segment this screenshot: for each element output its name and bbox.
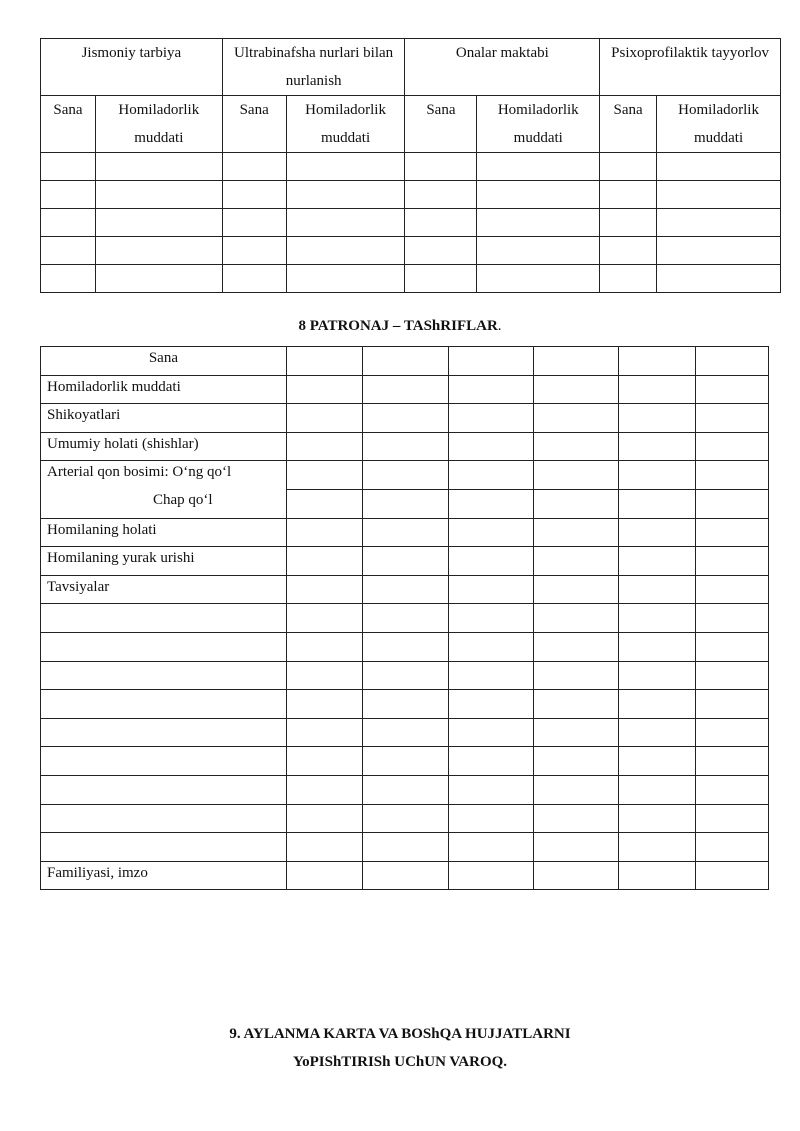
table-cell [362, 347, 448, 376]
table-cell [222, 181, 286, 209]
table-cell [448, 518, 534, 547]
col-homiladorlik-muddati: Homiladorlik muddati [286, 96, 405, 153]
table-cell [448, 461, 534, 490]
table-cell [696, 489, 769, 518]
table-cell [448, 347, 534, 376]
table-cell [534, 347, 619, 376]
table-cell [286, 181, 405, 209]
group-header-row [41, 39, 781, 96]
row-label-arterial-qon-bosimi [41, 461, 287, 518]
table-cell [41, 690, 287, 719]
table-row [41, 690, 769, 719]
table-cell [286, 209, 405, 237]
table-cell [534, 547, 619, 576]
row-label-homila-yurak: Homilaning yurak urishi [41, 547, 287, 576]
table-cell [448, 690, 534, 719]
table-cell [534, 833, 619, 862]
table-cell [696, 690, 769, 719]
table-cell [448, 604, 534, 633]
table-cell [41, 632, 287, 661]
table-cell [286, 575, 362, 604]
table-cell [41, 153, 96, 181]
row-label-sana: Sana [41, 347, 287, 376]
activities-table [40, 38, 781, 293]
patronage-visits-table [40, 346, 769, 890]
table-cell [286, 518, 362, 547]
table-row [41, 632, 769, 661]
table-cell [448, 861, 534, 890]
table-cell [534, 747, 619, 776]
col-sana: Sana [600, 96, 657, 153]
table-cell [405, 181, 477, 209]
table-cell [696, 632, 769, 661]
table-cell [534, 518, 619, 547]
section-8-title-text: 8 PATRONAJ – TAShRIFLAR [298, 318, 498, 334]
table-row [41, 347, 769, 376]
group-onalar-maktabi: Onalar maktabi [405, 39, 600, 96]
table-cell [534, 690, 619, 719]
row-label-tavsiyalar: Tavsiyalar [41, 575, 287, 604]
table-cell [286, 375, 362, 404]
table-cell [286, 632, 362, 661]
row-label-shikoyatlari: Shikoyatlari [41, 404, 287, 433]
group-ultrabinafsha: Ultrabinafsha nurlari bilan nurlanish [222, 39, 405, 96]
table-row [41, 604, 769, 633]
table-row [41, 237, 781, 265]
table-cell [448, 404, 534, 433]
col-homiladorlik-muddati: Homiladorlik muddati [657, 96, 781, 153]
table-cell [696, 861, 769, 890]
table-cell [534, 632, 619, 661]
table-cell [600, 237, 657, 265]
table-row [41, 547, 769, 576]
table-cell [477, 181, 600, 209]
col-sana: Sana [405, 96, 477, 153]
table-cell [41, 604, 287, 633]
table-row [41, 181, 781, 209]
table-cell [286, 804, 362, 833]
table-cell [696, 404, 769, 433]
section-9-title-line2: YoPIShTIRISh UChUN VAROQ. [292, 1054, 508, 1070]
table-cell [619, 461, 696, 490]
table-row [41, 804, 769, 833]
table-cell [534, 432, 619, 461]
table-cell [362, 833, 448, 862]
table-cell [41, 237, 96, 265]
table-cell [657, 237, 781, 265]
bp-right-label: Arterial qon bosimi: O‘ng qo‘l [47, 464, 232, 481]
table-cell [477, 153, 600, 181]
table-cell [286, 237, 405, 265]
table-cell [619, 404, 696, 433]
table-row [41, 775, 769, 804]
table-cell [41, 747, 287, 776]
table-cell [362, 861, 448, 890]
table-row [41, 833, 769, 862]
table-cell [448, 632, 534, 661]
table-cell [619, 661, 696, 690]
table-row [41, 153, 781, 181]
table-cell [534, 775, 619, 804]
table-cell [95, 237, 222, 265]
section-8-title [0, 318, 800, 335]
section-9-title-line1: 9. AYLANMA KARTA VA BOShQA HUJJATLARNI [229, 1026, 571, 1042]
table-cell [362, 804, 448, 833]
table-cell [619, 575, 696, 604]
table-cell [477, 209, 600, 237]
table-cell [619, 747, 696, 776]
table-cell [696, 804, 769, 833]
table-cell [619, 432, 696, 461]
table-cell [696, 547, 769, 576]
table-row [41, 861, 769, 890]
table-cell [362, 432, 448, 461]
table-cell [362, 661, 448, 690]
table-cell [362, 375, 448, 404]
table-cell [286, 265, 405, 293]
table-cell [619, 518, 696, 547]
table-cell [696, 833, 769, 862]
table-cell [362, 690, 448, 719]
table-cell [696, 432, 769, 461]
table-cell [696, 375, 769, 404]
table-cell [600, 181, 657, 209]
table-cell [286, 489, 362, 518]
table-cell [448, 575, 534, 604]
table-cell [696, 661, 769, 690]
table-row [41, 375, 769, 404]
col-sana: Sana [41, 96, 96, 153]
table-cell [534, 661, 619, 690]
row-label-familiyasi-imzo: Familiyasi, imzo [41, 861, 287, 890]
table-cell [657, 153, 781, 181]
table-cell [600, 265, 657, 293]
table-cell [657, 209, 781, 237]
table-cell [362, 518, 448, 547]
table-row [41, 432, 769, 461]
table-cell [619, 604, 696, 633]
table-cell [534, 489, 619, 518]
table-cell [222, 209, 286, 237]
table-cell [696, 775, 769, 804]
table-cell [619, 804, 696, 833]
table-cell [534, 718, 619, 747]
table-cell [534, 575, 619, 604]
table-cell [448, 661, 534, 690]
table-cell [534, 404, 619, 433]
table-cell [696, 575, 769, 604]
table-cell [362, 404, 448, 433]
table-row [41, 718, 769, 747]
section-8-title-dot: . [497, 318, 502, 334]
table-cell [362, 718, 448, 747]
table-cell [619, 690, 696, 719]
table-cell [448, 775, 534, 804]
table-cell [477, 237, 600, 265]
table-cell [41, 804, 287, 833]
table-cell [362, 632, 448, 661]
table-cell [696, 518, 769, 547]
table-cell [619, 861, 696, 890]
col-homiladorlik-muddati: Homiladorlik muddati [95, 96, 222, 153]
table-cell [619, 347, 696, 376]
table-cell [448, 747, 534, 776]
table-cell [286, 461, 362, 490]
table-row [41, 209, 781, 237]
table-cell [477, 265, 600, 293]
table-cell [448, 718, 534, 747]
table-cell [600, 209, 657, 237]
table-cell [696, 747, 769, 776]
table-cell [696, 347, 769, 376]
table-cell [448, 432, 534, 461]
table-row [41, 575, 769, 604]
table-cell [362, 775, 448, 804]
table-cell [448, 833, 534, 862]
table-cell [448, 375, 534, 404]
table-cell [657, 265, 781, 293]
table-cell [286, 432, 362, 461]
table-cell [619, 547, 696, 576]
table-row [41, 461, 769, 490]
table-cell [362, 489, 448, 518]
table-cell [534, 804, 619, 833]
table-cell [362, 547, 448, 576]
table-cell [362, 604, 448, 633]
table-cell [286, 547, 362, 576]
table-cell [286, 604, 362, 633]
table-cell [405, 237, 477, 265]
table-cell [696, 604, 769, 633]
table-cell [222, 265, 286, 293]
table-cell [405, 209, 477, 237]
row-label-homiladorlik-muddati: Homiladorlik muddati [41, 375, 287, 404]
table-cell [448, 489, 534, 518]
table-cell [222, 153, 286, 181]
table-cell [600, 153, 657, 181]
group-psixoprofilaktik: Psixoprofilaktik tayyorlov [600, 39, 781, 96]
table-row [41, 265, 781, 293]
table-cell [286, 347, 362, 376]
table-cell [619, 833, 696, 862]
table-cell [41, 209, 96, 237]
table-cell [41, 265, 96, 293]
table-cell [619, 775, 696, 804]
table-cell [95, 209, 222, 237]
table-cell [657, 181, 781, 209]
table-cell [362, 575, 448, 604]
table-cell [448, 547, 534, 576]
table-cell [286, 661, 362, 690]
table-cell [448, 804, 534, 833]
group-jismoniy-tarbiya: Jismoniy tarbiya [41, 39, 223, 96]
table-cell [286, 718, 362, 747]
table-cell [41, 181, 96, 209]
bp-left-label: Chap qo‘l [153, 492, 213, 509]
table-cell [41, 833, 287, 862]
table-cell [95, 181, 222, 209]
table-row [41, 404, 769, 433]
row-label-homila-holati: Homilaning holati [41, 518, 287, 547]
table-cell [405, 265, 477, 293]
table-cell [286, 404, 362, 433]
table-cell [619, 718, 696, 747]
table-cell [362, 747, 448, 776]
table-cell [41, 775, 287, 804]
table-row [41, 518, 769, 547]
col-sana: Sana [222, 96, 286, 153]
table-cell [619, 375, 696, 404]
table-cell [362, 461, 448, 490]
table-row [41, 661, 769, 690]
subheader-row [41, 96, 781, 153]
table-row [41, 747, 769, 776]
table-cell [95, 265, 222, 293]
table-cell [534, 461, 619, 490]
table-cell [286, 153, 405, 181]
table-cell [619, 632, 696, 661]
table-cell [286, 861, 362, 890]
table-cell [286, 833, 362, 862]
table-cell [95, 153, 222, 181]
table-cell [619, 489, 696, 518]
table-cell [534, 375, 619, 404]
col-homiladorlik-muddati: Homiladorlik muddati [477, 96, 600, 153]
table-cell [696, 461, 769, 490]
table-cell [405, 153, 477, 181]
table-cell [286, 747, 362, 776]
table-cell [41, 718, 287, 747]
table-cell [222, 237, 286, 265]
row-label-umumiy-holati: Umumiy holati (shishlar) [41, 432, 287, 461]
table-cell [534, 604, 619, 633]
table-cell [41, 661, 287, 690]
table-cell [696, 718, 769, 747]
table-cell [534, 861, 619, 890]
table-cell [286, 775, 362, 804]
table-cell [286, 690, 362, 719]
